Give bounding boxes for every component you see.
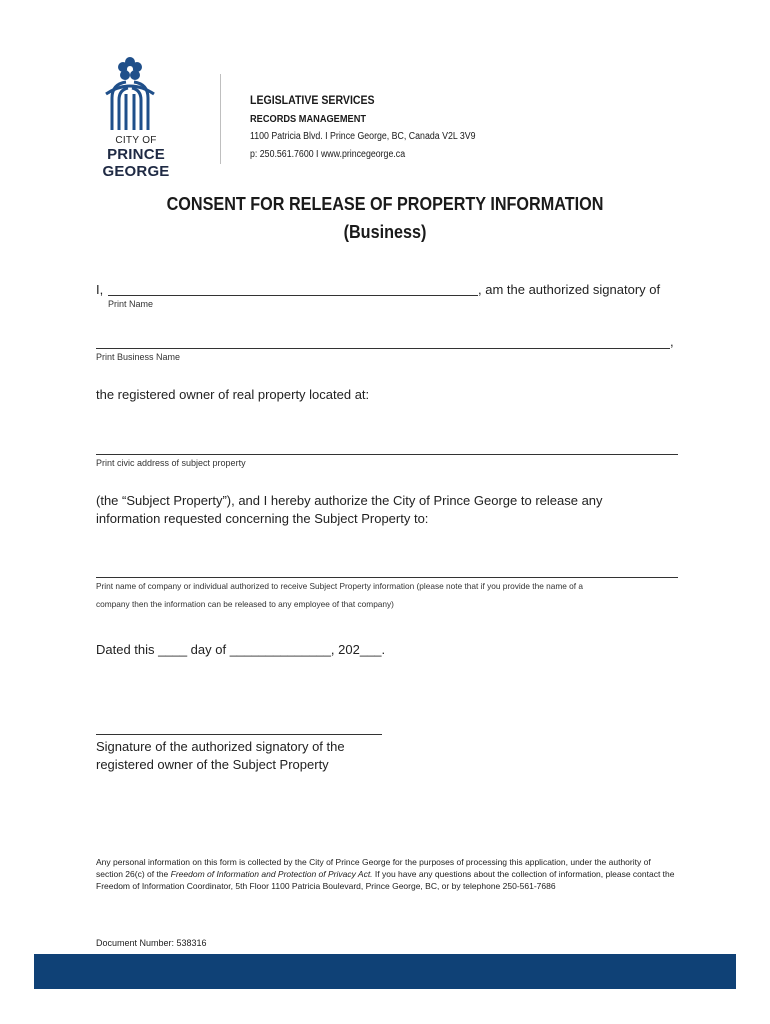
- recipient-label-1: Print name of company or individual authorized to receive Subject Property information (please note that if you provide the name of a: [96, 581, 584, 591]
- civic-address-label: Print civic address of subject property: [96, 458, 246, 468]
- print-business-label: Print Business Name: [96, 352, 181, 362]
- dogwood-icon: [72, 50, 192, 140]
- header-divider: [220, 74, 221, 164]
- business-name-field[interactable]: [96, 348, 670, 349]
- privacy-notice-part2: If you have any questions about the collection of information, please contact the Freedom of Information Coordinator, 5th Floor 1100 Patricia Boulevard, Prince George, BC, or by telephone 250-561-7686: [96, 869, 675, 891]
- dated-line[interactable]: Dated this ____ day of ______________, 202___.: [96, 642, 386, 657]
- signature-label-1: Signature of the authorized signatory of the: [96, 739, 345, 754]
- privacy-act-name: Freedom of Information and Protection of Privacy Act.: [170, 869, 373, 879]
- authorize-line-1: (the “Subject Property”), and I hereby authorize the City of Prince George to release any: [96, 493, 603, 508]
- recipient-label-2: company then the information can be released to any employee of that company): [96, 599, 394, 609]
- print-name-field[interactable]: [108, 295, 478, 296]
- signature-field[interactable]: [96, 734, 382, 735]
- recipient-field[interactable]: [96, 577, 678, 578]
- division-name: RECORDS MANAGEMENT: [250, 113, 367, 125]
- form-subtitle: (Business): [343, 222, 427, 242]
- print-name-label: Print Name: [108, 299, 154, 309]
- authorize-line-2: information requested concerning the Subject Property to:: [96, 511, 429, 526]
- signature-label-2: registered owner of the Subject Property: [96, 757, 329, 772]
- logo-city-name: PRINCE GEORGE: [102, 146, 170, 180]
- office-address: 1100 Patricia Blvd. I Prince George, BC, Canada V2L 3V9: [250, 131, 476, 142]
- office-contact: p: 250.561.7600 I www.princegeorge.ca: [250, 149, 406, 160]
- privacy-notice-part1: Any personal information on this form is collected by the City of Prince George for the purposes of processing this application, under the authority of section 26(c) of the: [96, 857, 651, 879]
- business-trailing-comma: ,: [670, 334, 674, 349]
- logo-city-label: CITY OF: [115, 135, 157, 146]
- owner-statement: the registered owner of real property located at:: [96, 387, 370, 402]
- line1-prefix: I,: [96, 282, 104, 297]
- document-number: Document Number: 538316: [96, 938, 207, 948]
- privacy-notice: [96, 856, 676, 892]
- department-name: LEGISLATIVE SERVICES: [250, 93, 375, 107]
- form-title: CONSENT FOR RELEASE OF PROPERTY INFORMATION: [166, 194, 604, 214]
- line1-suffix: , am the authorized signatory of: [478, 282, 661, 297]
- civic-address-field[interactable]: [96, 454, 678, 455]
- footer-bar: [34, 954, 736, 989]
